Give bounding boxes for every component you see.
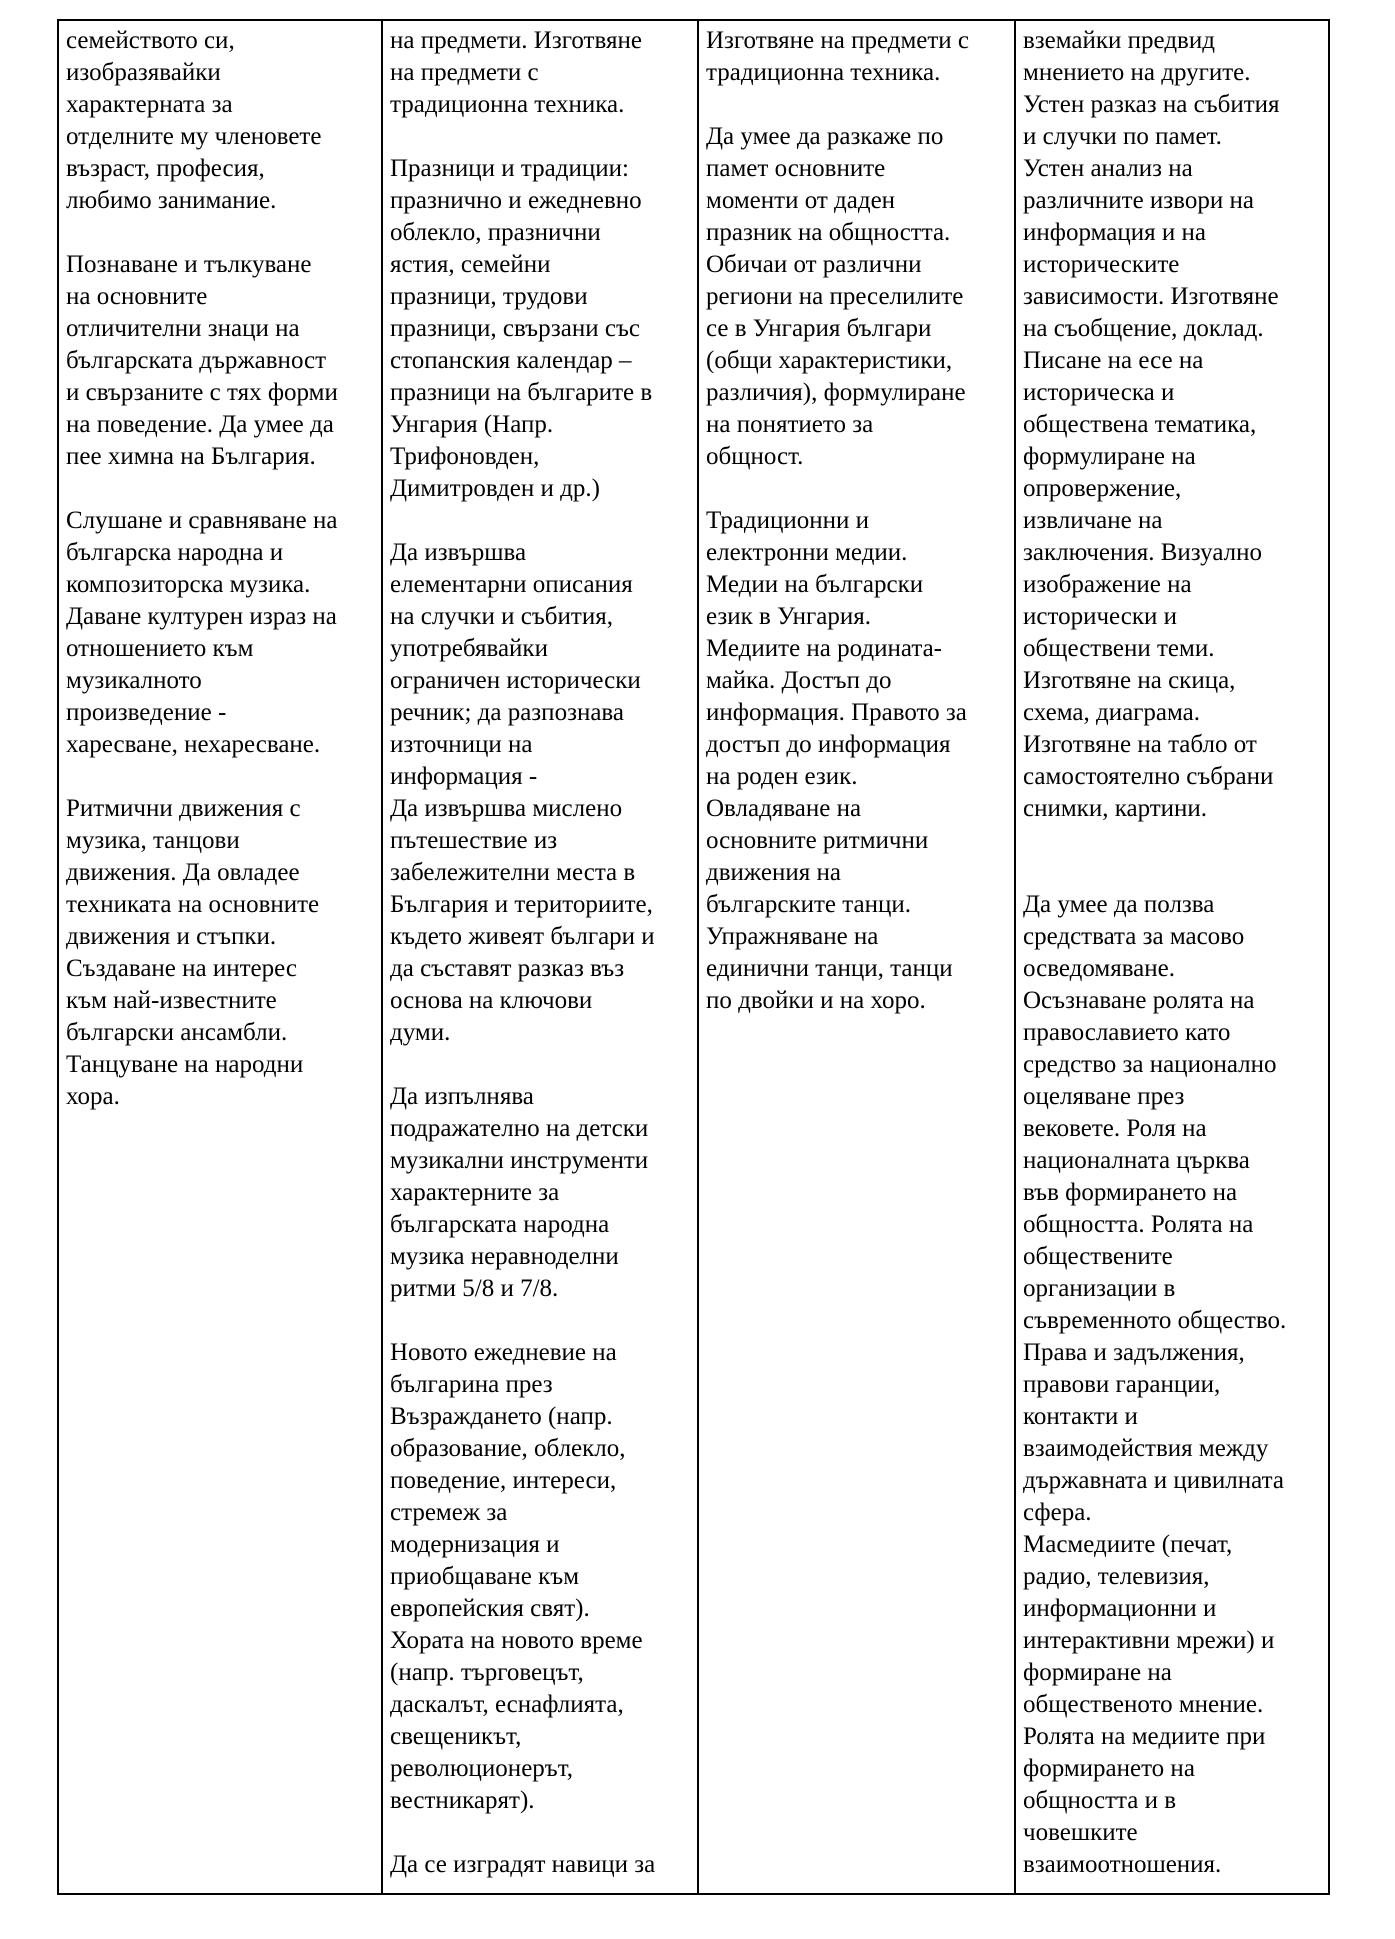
text-paragraph — [390, 1081, 691, 1305]
text-paragraph — [390, 25, 691, 121]
text-line: Да извършва — [390, 539, 527, 566]
text-line: Осъзнаване ролята на — [1023, 987, 1255, 1014]
text-line: майка. Достъп до — [706, 667, 892, 694]
text-line: на случки и събития, — [390, 603, 613, 630]
text-line: Овладяване на — [706, 795, 862, 822]
table-row — [58, 20, 1329, 1894]
text-line: стопанския календар – — [390, 347, 632, 374]
text-line: взаимодействия между — [1023, 1435, 1269, 1462]
text-line: на основните — [66, 283, 208, 310]
text-line: различия), формулиране — [706, 379, 966, 406]
text-line: достъп до информация — [706, 731, 951, 758]
text-line: Възраждането (напр. — [390, 1403, 613, 1430]
text-line: възраст, професия, — [66, 155, 265, 182]
text-line: националната църква — [1023, 1147, 1250, 1174]
text-line: съвременното общество. — [1023, 1307, 1287, 1334]
text-line: композиторска музика. — [66, 571, 311, 598]
text-line: празнично и ежедневно — [390, 187, 642, 214]
text-line: региони на преселилите — [706, 283, 964, 310]
text-paragraph — [1023, 857, 1322, 1881]
text-line: Новото ежедневие на — [390, 1339, 617, 1366]
text-line: средствата за масово — [1023, 923, 1245, 950]
text-line: музика неравноделни — [390, 1243, 619, 1270]
text-line: характерните за — [390, 1179, 560, 1206]
text-line: даскалът, еснафлията, — [390, 1691, 624, 1718]
text-line: на съобщение, доклад. — [1023, 315, 1264, 342]
text-line: зависимости. Изготвяне — [1023, 283, 1279, 310]
text-line: историческите — [1023, 251, 1180, 278]
text-line: харесване, нехаресване. — [66, 731, 321, 758]
text-line: облекло, празнични — [390, 219, 601, 246]
text-line: заключения. Визуално — [1023, 539, 1262, 566]
text-line: Изготвяне на табло от — [1023, 731, 1257, 758]
text-line: европейския свят). — [390, 1595, 590, 1622]
text-line: извличане на — [1023, 507, 1163, 534]
text-line: традиционна техника. — [706, 59, 941, 86]
text-line — [1023, 857, 1322, 889]
text-line: православието като — [1023, 1019, 1231, 1046]
text-line: пее химна на България. — [66, 443, 316, 470]
text-line: отличителни знаци на — [66, 315, 300, 342]
text-line: отношението към — [66, 635, 254, 662]
text-line: (общи характеристики, — [706, 347, 953, 374]
text-line: думи. — [390, 1019, 451, 1046]
text-line: (напр. търговецът, — [390, 1659, 584, 1686]
text-line: българска народна и — [66, 539, 284, 566]
text-line: електронни медии. — [706, 539, 908, 566]
text-line: моменти от даден — [706, 187, 896, 214]
text-line: българската народна — [390, 1211, 610, 1238]
text-line: информация и на — [1023, 219, 1206, 246]
text-line: Медиите на родината- — [706, 635, 942, 662]
text-line: Да умее да ползва — [1023, 891, 1215, 918]
text-line: към най-известните — [66, 987, 277, 1014]
text-line: общността и в — [1023, 1787, 1177, 1814]
text-line: вековете. Роля на — [1023, 1115, 1207, 1142]
text-line: традиционна техника. — [390, 91, 625, 118]
text-line: вземайки предвид — [1023, 27, 1215, 54]
text-line: оцеляване през — [1023, 1083, 1185, 1110]
text-line: общността. Ролята на — [1023, 1211, 1254, 1238]
text-line: където живеят българи и — [390, 923, 655, 950]
text-line: исторически и — [1023, 603, 1177, 630]
text-line: основа на ключови — [390, 987, 593, 1014]
text-line: забележителни места в — [390, 859, 636, 886]
text-line: Създаване на интерес — [66, 955, 297, 982]
text-line: употребявайки — [390, 635, 548, 662]
text-line: българската държавност — [66, 347, 327, 374]
table-cell-column-4 — [1015, 20, 1329, 1894]
text-line: любимо занимание. — [66, 187, 277, 214]
text-line: България и териториите, — [390, 891, 653, 918]
text-line: обществена тематика, — [1023, 411, 1257, 438]
text-line: българина през — [390, 1371, 553, 1398]
table-cell-column-1 — [58, 20, 382, 1894]
text-line: пътешествие из — [390, 827, 558, 854]
text-paragraph — [706, 505, 1008, 1017]
text-line: Права и задължения, — [1023, 1339, 1245, 1366]
text-line: отделните му членовете — [66, 123, 322, 150]
table-cell-column-3 — [698, 20, 1015, 1894]
text-line: средство за национално — [1023, 1051, 1277, 1078]
text-line: различните извори на — [1023, 187, 1254, 214]
text-line: език в Унгария. — [706, 603, 871, 630]
text-line: информация. Правото за — [706, 699, 967, 726]
text-line: правови гаранции, — [1023, 1371, 1221, 1398]
text-line: Традиционни и — [706, 507, 870, 534]
text-line: Упражняване на — [706, 923, 879, 950]
text-line: се в Унгария българи — [706, 315, 932, 342]
text-line: музикални инструменти — [390, 1147, 649, 1174]
text-line: по двойки и на хоро. — [706, 987, 926, 1014]
text-line: Ролята на медиите при — [1023, 1723, 1266, 1750]
text-line: Димитровден и др.) — [390, 475, 600, 502]
text-line: Медии на български — [706, 571, 924, 598]
text-line: снимки, картини. — [1023, 795, 1208, 822]
text-line: поведение, интереси, — [390, 1467, 617, 1494]
text-line: Изготвяне на скица, — [1023, 667, 1236, 694]
text-line: на поведение. Да умее да — [66, 411, 334, 438]
text-line: формиране на — [1023, 1659, 1172, 1686]
text-line: Устен анализ на — [1023, 155, 1193, 182]
text-line: осведомяване. — [1023, 955, 1176, 982]
text-line: Трифоновден, — [390, 443, 540, 470]
text-line: модернизация и — [390, 1531, 560, 1558]
text-line: на понятието за — [706, 411, 874, 438]
text-paragraph — [66, 793, 375, 1113]
text-line: източници на — [390, 731, 533, 758]
text-line: човешките — [1023, 1819, 1138, 1846]
text-line: подражателно на детски — [390, 1115, 649, 1142]
text-line: и случки по памет. — [1023, 123, 1222, 150]
text-line: Слушане и сравняване на — [66, 507, 338, 534]
text-line: празник на общността. — [706, 219, 951, 246]
text-paragraph — [66, 505, 375, 761]
text-line: движения. Да овладее — [66, 859, 300, 886]
text-line: Обичаи от различни — [706, 251, 922, 278]
text-line: формирането на — [1023, 1755, 1195, 1782]
text-line: схема, диаграма. — [1023, 699, 1201, 726]
text-line: хора. — [66, 1083, 120, 1110]
text-line: вестникарят). — [390, 1787, 535, 1814]
text-line: във формирането на — [1023, 1179, 1238, 1206]
text-line: на роден език. — [706, 763, 858, 790]
text-line: интерактивни мрежи) и — [1023, 1627, 1275, 1654]
text-line: Да извършва мислено — [390, 795, 623, 822]
text-line: движения на — [706, 859, 841, 886]
text-line: елементарни описания — [390, 571, 633, 598]
text-paragraph — [706, 25, 1008, 89]
text-line: общност. — [706, 443, 804, 470]
text-line: празници, свързани със — [390, 315, 640, 342]
text-line: и свързаните с тях форми — [66, 379, 338, 406]
text-line: Празници и традиции: — [390, 155, 629, 182]
text-line: ястия, семейни — [390, 251, 551, 278]
text-line: празници, трудови — [390, 283, 588, 310]
text-line: характерната за — [66, 91, 233, 118]
text-line: произведение - — [66, 699, 227, 726]
text-line: на предмети. Изготвяне — [390, 27, 642, 54]
text-line: Танцуване на народни — [66, 1051, 304, 1078]
text-line: формулиране на — [1023, 443, 1196, 470]
text-paragraph — [390, 1849, 691, 1881]
text-line: обществените — [1023, 1243, 1173, 1270]
text-line: да съставят разказ въз — [390, 955, 625, 982]
text-paragraph — [1023, 25, 1322, 825]
text-line: контакти и — [1023, 1403, 1138, 1430]
text-line: Да се изградят навици за — [390, 1851, 656, 1878]
text-line: Масмедиите (печат, — [1023, 1531, 1233, 1558]
text-line: Устен разказ на събития — [1023, 91, 1280, 118]
text-line: историческа и — [1023, 379, 1175, 406]
text-line: образование, облекло, — [390, 1435, 626, 1462]
text-line: на предмети с — [390, 59, 539, 86]
text-line: памет основните — [706, 155, 886, 182]
text-paragraph — [390, 537, 691, 1049]
text-line: революционерът, — [390, 1755, 574, 1782]
table-cell-column-2 — [382, 20, 698, 1894]
text-line: Да умее да разкаже по — [706, 123, 944, 150]
text-line: речник; да разпознава — [390, 699, 624, 726]
text-line: радио, телевизия, — [1023, 1563, 1210, 1590]
text-line: информационни и — [1023, 1595, 1217, 1622]
text-paragraph — [390, 153, 691, 505]
text-line: празници на българите в — [390, 379, 653, 406]
text-paragraph — [706, 121, 1008, 473]
text-line: взаимоотношения. — [1023, 1851, 1222, 1878]
text-line: обществени теми. — [1023, 635, 1215, 662]
curriculum-table — [57, 19, 1330, 1895]
text-line: сфера. — [1023, 1499, 1092, 1526]
text-line: мнението на другите. — [1023, 59, 1251, 86]
text-line: движения и стъпки. — [66, 923, 277, 950]
text-line: Да изпълнява — [390, 1083, 534, 1110]
text-line: Унгария (Напр. — [390, 411, 554, 438]
text-line: свещеникът, — [390, 1723, 522, 1750]
text-line: единични танци, танци — [706, 955, 953, 982]
text-line: българските танци. — [706, 891, 911, 918]
text-line: Писане на есе на — [1023, 347, 1204, 374]
text-line: опровержение, — [1023, 475, 1182, 502]
text-paragraph — [390, 1337, 691, 1817]
text-line: държавната и цивилната — [1023, 1467, 1284, 1494]
text-line: техниката на основните — [66, 891, 320, 918]
text-line: общественото мнение. — [1023, 1691, 1264, 1718]
text-line: Даване културен израз на — [66, 603, 337, 630]
text-paragraph — [66, 249, 375, 473]
text-line: Ритмични движения с — [66, 795, 301, 822]
text-line: български ансамбли. — [66, 1019, 288, 1046]
text-line: семейството си, — [66, 27, 235, 54]
text-line: ритми 5/8 и 7/8. — [390, 1275, 559, 1302]
text-line: музикалното — [66, 667, 202, 694]
text-line: самостоятелно събрани — [1023, 763, 1274, 790]
text-line: Изготвяне на предмети с — [706, 27, 970, 54]
text-line: основните ритмични — [706, 827, 929, 854]
text-paragraph — [66, 25, 375, 217]
text-line: ограничен исторически — [390, 667, 641, 694]
text-line: приобщаване към — [390, 1563, 580, 1590]
text-line: музика, танцови — [66, 827, 240, 854]
text-line: изобразявайки — [66, 59, 221, 86]
text-line: Познаване и тълкуване — [66, 251, 312, 278]
text-line: Хората на новото време — [390, 1627, 643, 1654]
text-line: изображение на — [1023, 571, 1192, 598]
text-line: стремеж за — [390, 1499, 508, 1526]
text-line: организации в — [1023, 1275, 1176, 1302]
text-line: информация - — [390, 763, 538, 790]
